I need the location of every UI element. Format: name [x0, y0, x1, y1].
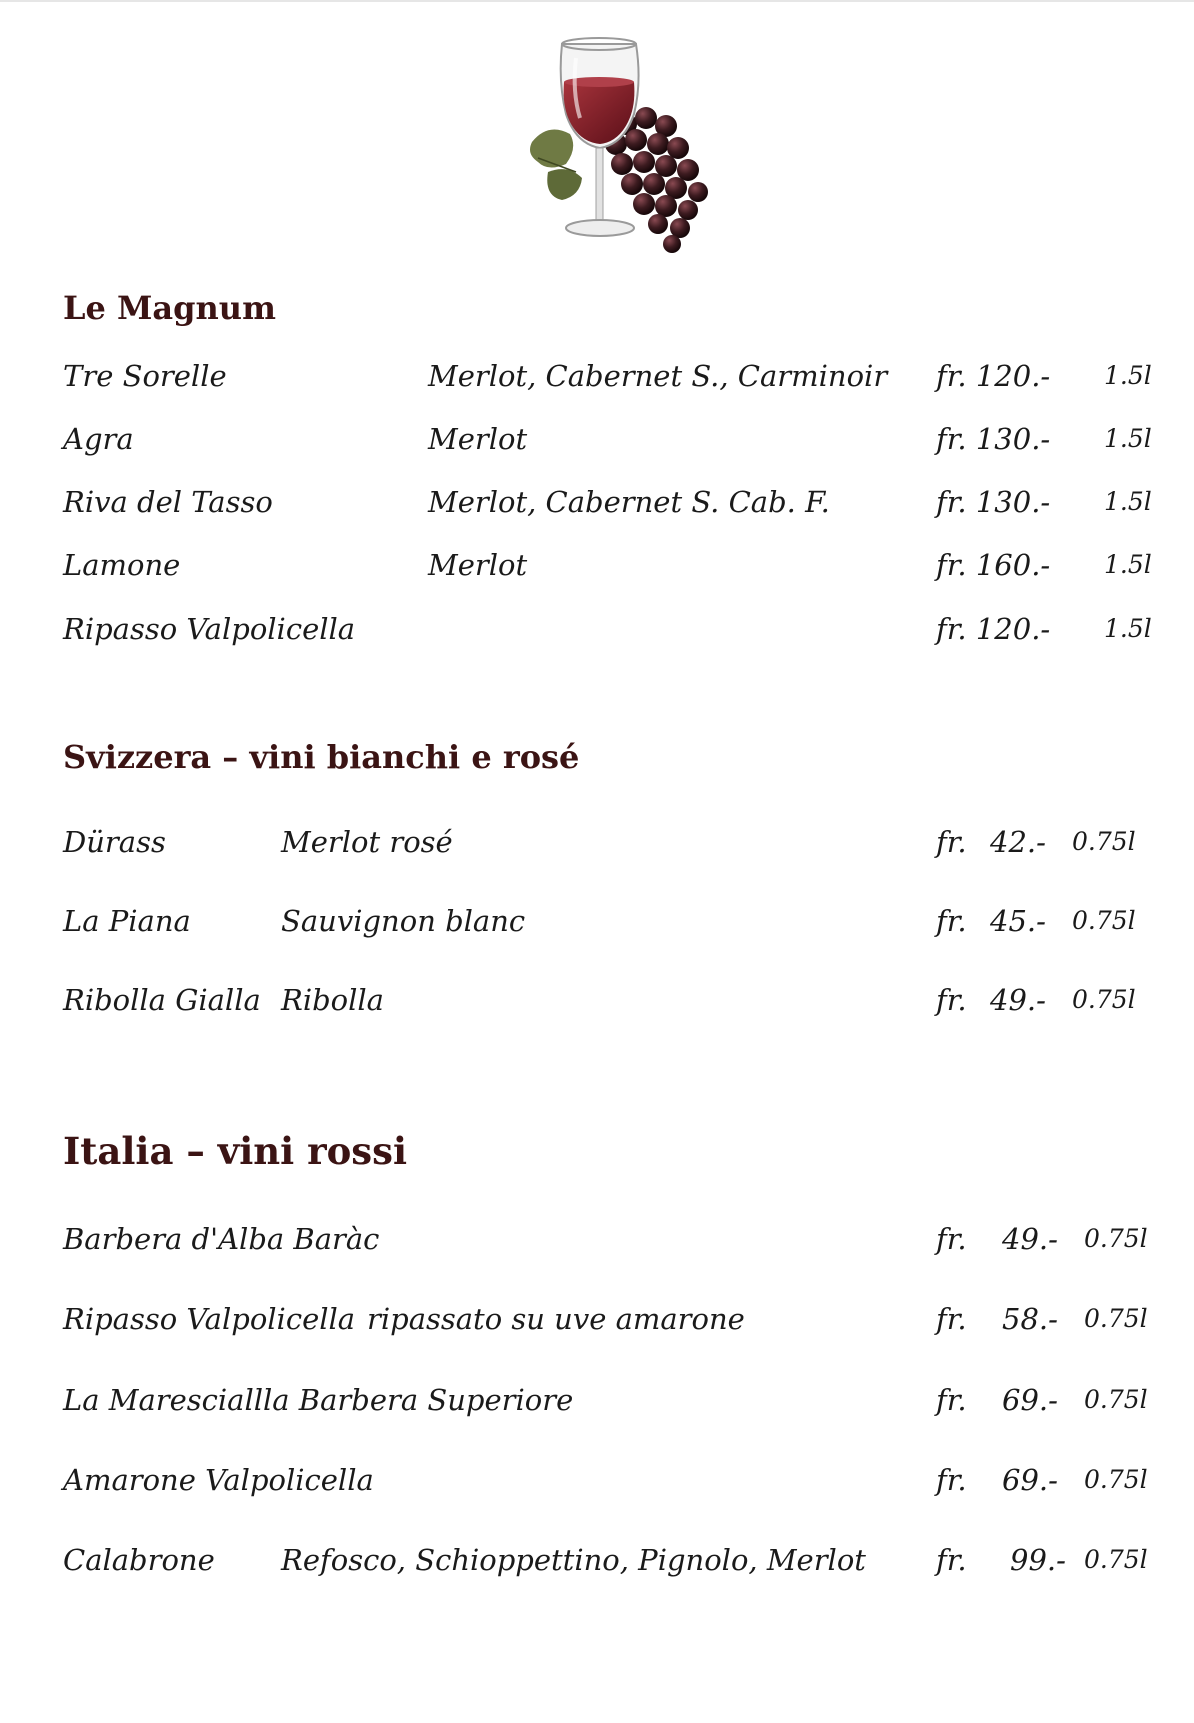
wine-price: fr. 120.-: [936, 359, 1051, 393]
wine-grapes: Merlot: [428, 548, 528, 582]
wine-row: [0, 609, 1194, 649]
wine-volume: 0.75l: [1084, 1304, 1148, 1333]
price-currency: fr.: [936, 1383, 967, 1417]
price-currency: fr.: [936, 825, 967, 859]
wine-row: [0, 1219, 1194, 1259]
wine-volume: 0.75l: [1072, 985, 1136, 1014]
wine-row: [0, 1380, 1194, 1420]
wine-glass-and-grapes-icon: [518, 22, 748, 268]
wine-price: 58.-: [1002, 1302, 1058, 1336]
wine-volume: 1.5l: [1104, 361, 1152, 390]
wine-grapes: Sauvignon blanc: [281, 904, 526, 938]
wine-name: Calabrone: [63, 1543, 215, 1577]
wine-price: 69.-: [1002, 1383, 1058, 1417]
wine-row: [0, 419, 1194, 459]
wine-grapes: Merlot, Cabernet S., Carminoir: [428, 359, 888, 393]
wine-volume: 0.75l: [1084, 1545, 1148, 1574]
wine-row: [0, 482, 1194, 522]
price-currency: fr.: [936, 1543, 967, 1577]
wine-price: 99.-: [1010, 1543, 1066, 1577]
price-currency: fr.: [936, 904, 967, 938]
price-currency: fr.: [936, 1302, 967, 1336]
wine-grapes: ripassato su uve amarone: [367, 1302, 745, 1336]
wine-row: [0, 1540, 1194, 1580]
wine-grapes: Merlot rosé: [281, 825, 453, 859]
wine-grapes: Ribolla: [281, 983, 384, 1017]
wine-price: fr. 130.-: [936, 485, 1051, 519]
section-heading-magnum: Le Magnum: [63, 289, 276, 327]
page-top-border: [0, 0, 1194, 2]
wine-row: [0, 1299, 1194, 1339]
wine-row: [0, 545, 1194, 585]
wine-name: Ribolla Gialla: [63, 983, 261, 1017]
section-heading-italia: Italia – vini rossi: [63, 1129, 408, 1173]
wine-grapes: Merlot, Cabernet S. Cab. F.: [428, 485, 830, 519]
wine-row: [0, 901, 1194, 941]
wine-name: Dürass: [63, 825, 166, 859]
wine-price: fr. 130.-: [936, 422, 1051, 456]
wine-row: [0, 1460, 1194, 1500]
wine-name: Agra: [63, 422, 134, 456]
wine-name: Lamone: [63, 548, 181, 582]
wine-name: La Piana: [63, 904, 191, 938]
wine-volume: 0.75l: [1072, 906, 1136, 935]
wine-row: [0, 356, 1194, 396]
wine-name: Amarone Valpolicella: [63, 1463, 374, 1497]
section-heading-svizzera: Svizzera – vini bianchi e rosé: [63, 738, 580, 776]
wine-price: 49.-: [1002, 1222, 1058, 1256]
wine-name: Ripasso Valpolicella: [63, 1302, 356, 1336]
wine-volume: 1.5l: [1104, 614, 1152, 643]
wine-volume: 1.5l: [1104, 487, 1152, 516]
wine-volume: 0.75l: [1084, 1465, 1148, 1494]
wine-price: fr. 120.-: [936, 612, 1051, 646]
wine-volume: 1.5l: [1104, 424, 1152, 453]
wine-name: La Maresciallla Barbera Superiore: [63, 1383, 574, 1417]
wine-name: Ripasso Valpolicella: [63, 612, 356, 646]
wine-volume: 0.75l: [1084, 1224, 1148, 1253]
wine-price: 42.-: [990, 825, 1046, 859]
wine-price: 45.-: [990, 904, 1046, 938]
wine-grapes: Refosco, Schioppettino, Pignolo, Merlot: [281, 1543, 866, 1577]
wine-volume: 0.75l: [1084, 1385, 1148, 1414]
wine-price: 49.-: [990, 983, 1046, 1017]
wine-volume: 0.75l: [1072, 827, 1136, 856]
price-currency: fr.: [936, 1222, 967, 1256]
wine-row: [0, 980, 1194, 1020]
wine-price: 69.-: [1002, 1463, 1058, 1497]
wine-grapes: Merlot: [428, 422, 528, 456]
wine-name: Tre Sorelle: [63, 359, 227, 393]
wine-price: fr. 160.-: [936, 548, 1051, 582]
price-currency: fr.: [936, 1463, 967, 1497]
price-currency: fr.: [936, 983, 967, 1017]
wine-name: Riva del Tasso: [63, 485, 273, 519]
wine-volume: 1.5l: [1104, 550, 1152, 579]
wine-name: Barbera d'Alba Baràc: [63, 1222, 380, 1256]
wine-row: [0, 822, 1194, 862]
